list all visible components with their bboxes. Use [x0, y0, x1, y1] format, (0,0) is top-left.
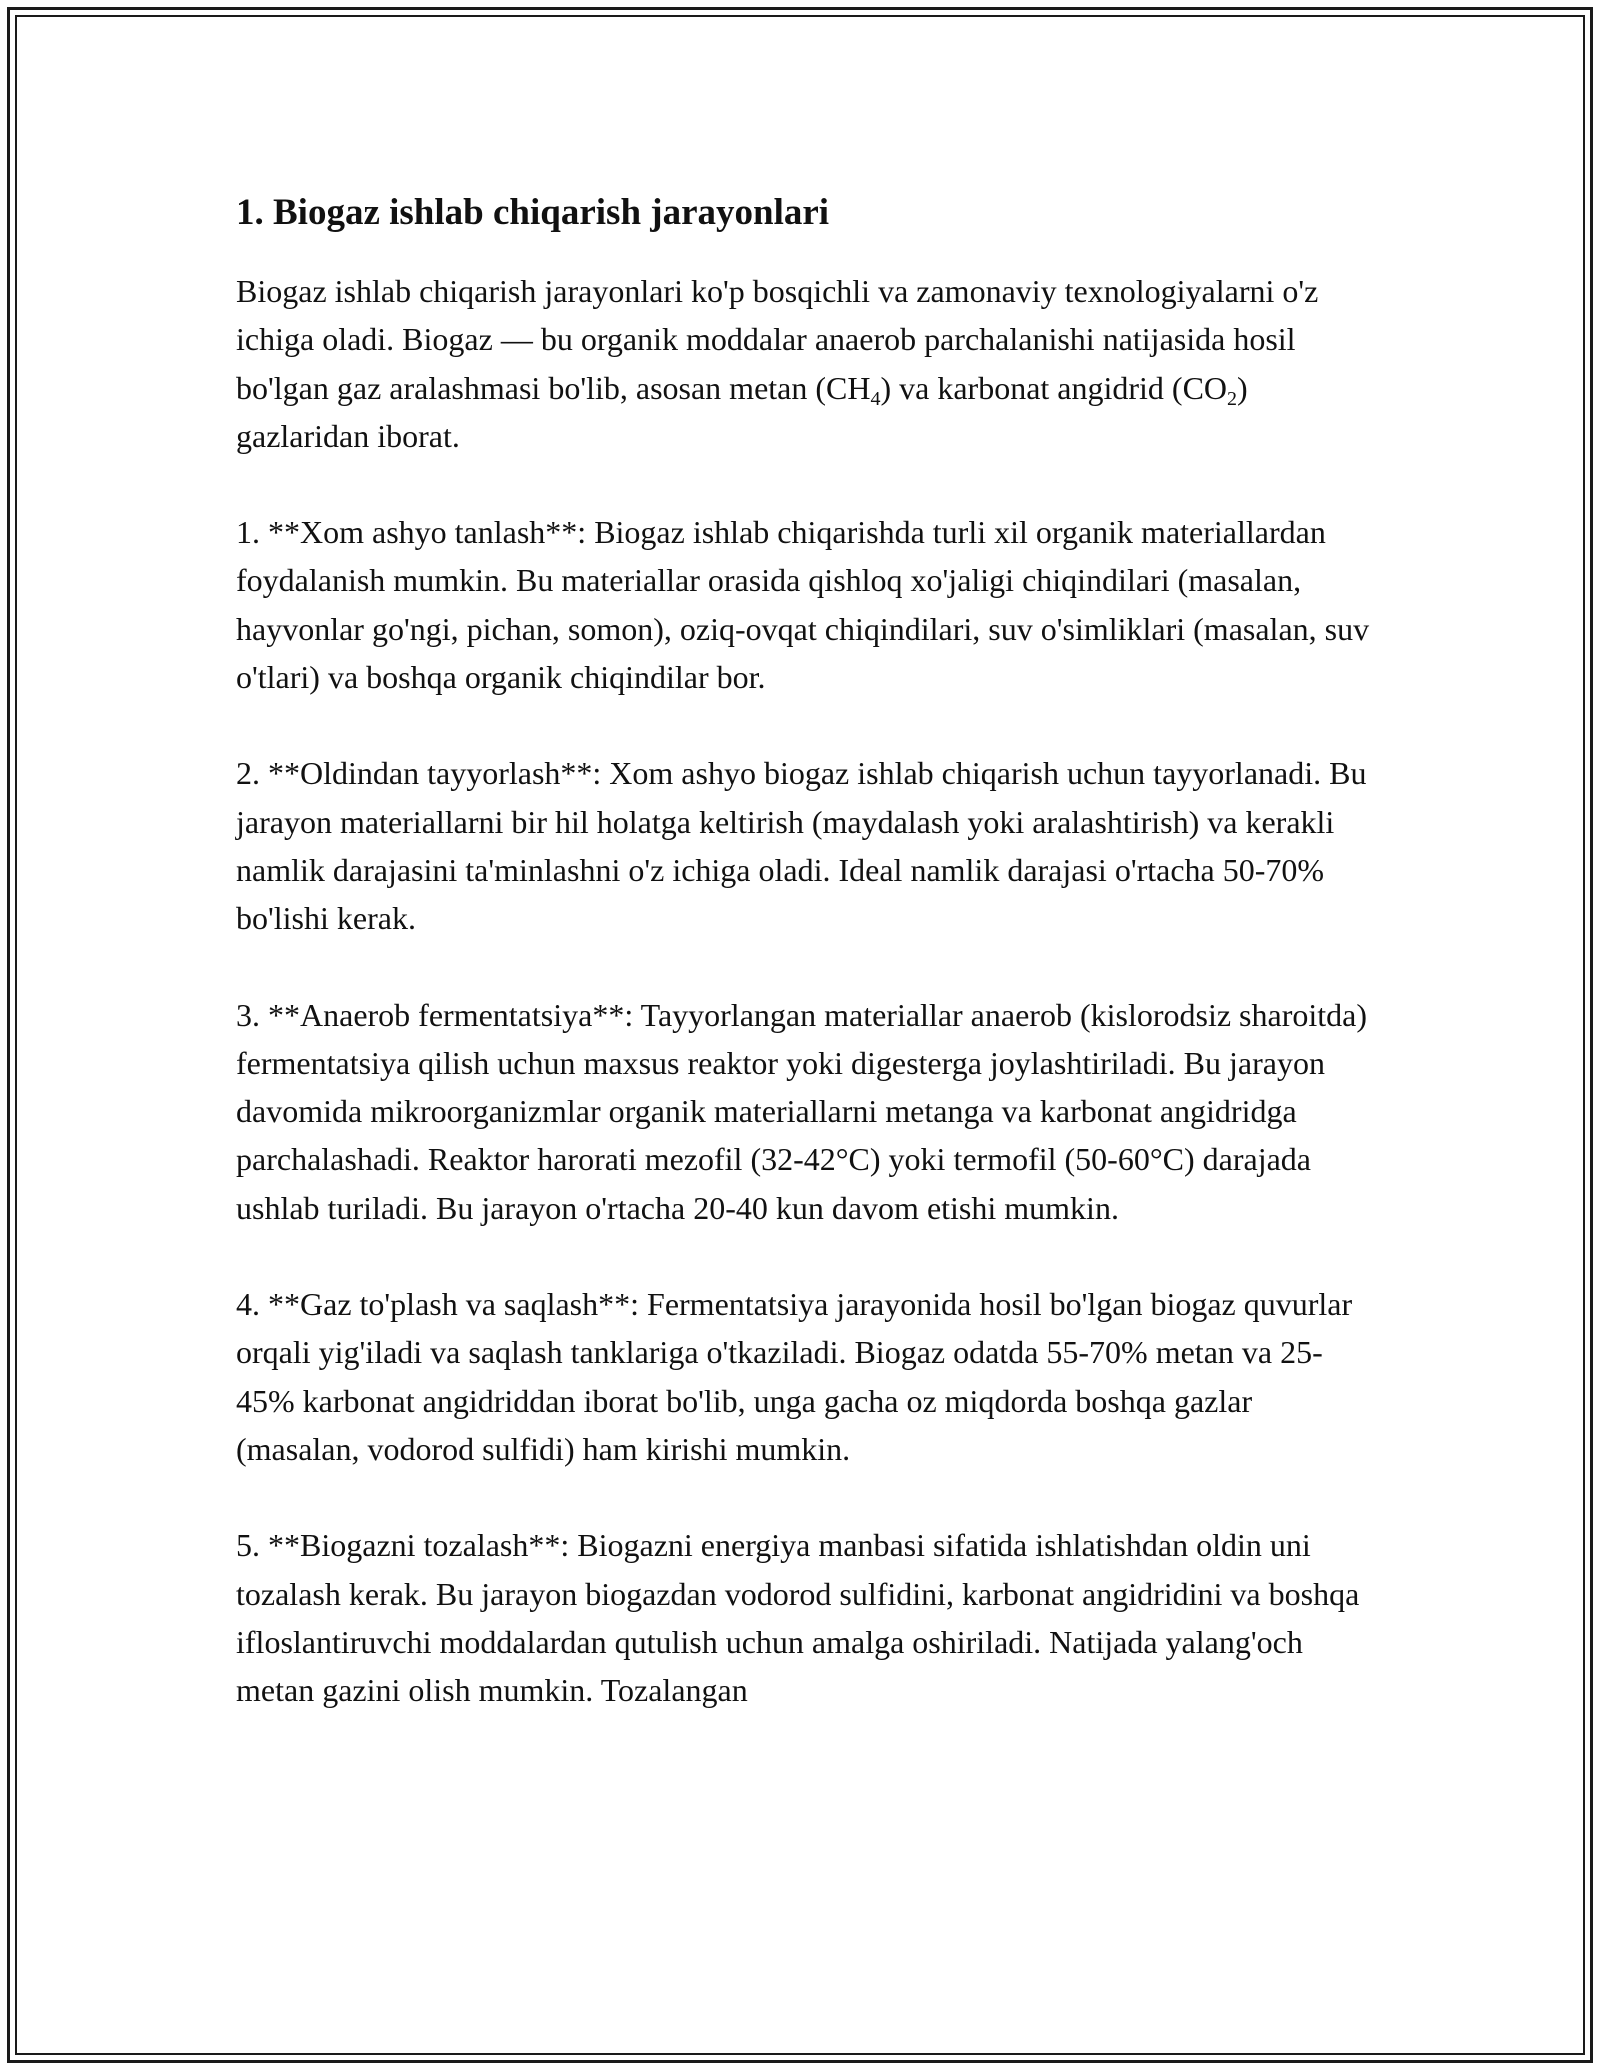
paragraph-pre-treatment: 2. **Oldindan tayyorlash**: Xom ashyo biogaz ishlab chiqarish uchun tayyorlanadi. Bu jarayon materiallarni bir hil holatga keltirish (maydalash yoki aralashtirish) va kerakli namlik darajasini ta'minlashni o'z ichiga oladi. Ideal namlik darajasi o'rtacha 50-70% bo'lishi kerak.: [236, 755, 1367, 937]
paragraph-biogas-cleaning: 5. **Biogazni tozalash**: Biogazni energiya manbasi sifatida ishlatishdan oldin uni tozalash kerak. Bu jarayon biogazdan vodorod sulfidini, karbonat angidridini va boshqa ifloslantiruvchi moddalardan qutulish uchun amalga oshiriladi. Natijada yalang'och metan gazini olish mumkin. Tozalangan: [236, 1527, 1360, 1709]
intro-paragraph: [236, 267, 1376, 460]
paragraph-raw-material: 1. **Xom ashyo tanlash**: Biogaz ishlab chiqarishda turli xil organik materiallardan foydalanish mumkin. Bu materiallar orasida qishloq xo'jaligi chiqindilari (masalan, hayvonlar go'ngi, pichan, somon), oziq-ovqat chiqindilari, suv o'simliklari (masalan, suv o'tlari) va boshqa organik chiqindilar bor.: [236, 514, 1370, 696]
subscript-co2: 2: [1227, 387, 1238, 410]
section-heading: 1. Biogaz ishlab chiqarish jarayonlari: [236, 192, 830, 233]
intro-text-part1: Biogaz ishlab chiqarish jarayonlari ko'p bosqichli va zamonaviy texnologiyalarni o'z ichiga oladi. Biogaz — bu organik moddalar anaerob parchalanishi natijasida hosil bo'lgan gaz aralashmasi bo'lib, asosan metan (CH: [236, 273, 1319, 406]
document-body: [236, 185, 1376, 1762]
intro-text-part3: ) gazlaridan iborat.: [236, 369, 1248, 454]
subscript-ch4: 4: [870, 387, 881, 410]
paragraph-anaerobic-fermentation: 3. **Anaerob fermentatsiya**: Tayyorlangan materiallar anaerob (kislorodsiz sharoitda) fermentatsiya qilish uchun maxsus reaktor yoki digesterga joylashtiriladi. Bu jarayon davomida mikroorganizmlar organik materiallarni metanga va karbonat angidridga parchalashadi. Reaktor harorati mezofil (32-42°C) yoki termofil (50-60°C) darajada ushlab turiladi. Bu jarayon o'rtacha 20-40 kun davom etishi mumkin.: [236, 996, 1367, 1226]
intro-text-part2: ) va karbonat angidrid (CO: [880, 369, 1228, 406]
paragraph-gas-collection: 4. **Gaz to'plash va saqlash**: Fermentatsiya jarayonida hosil bo'lgan biogaz quvurlar orqali yig'iladi va saqlash tanklariga o'tkaziladi. Biogaz odatda 55-70% metan va 25-45% karbonat angidriddan iborat bo'lib, unga gacha oz miqdorda boshqa gazlar (masalan, vodorod sulfidi) ham kirishi mumkin.: [236, 1286, 1353, 1467]
